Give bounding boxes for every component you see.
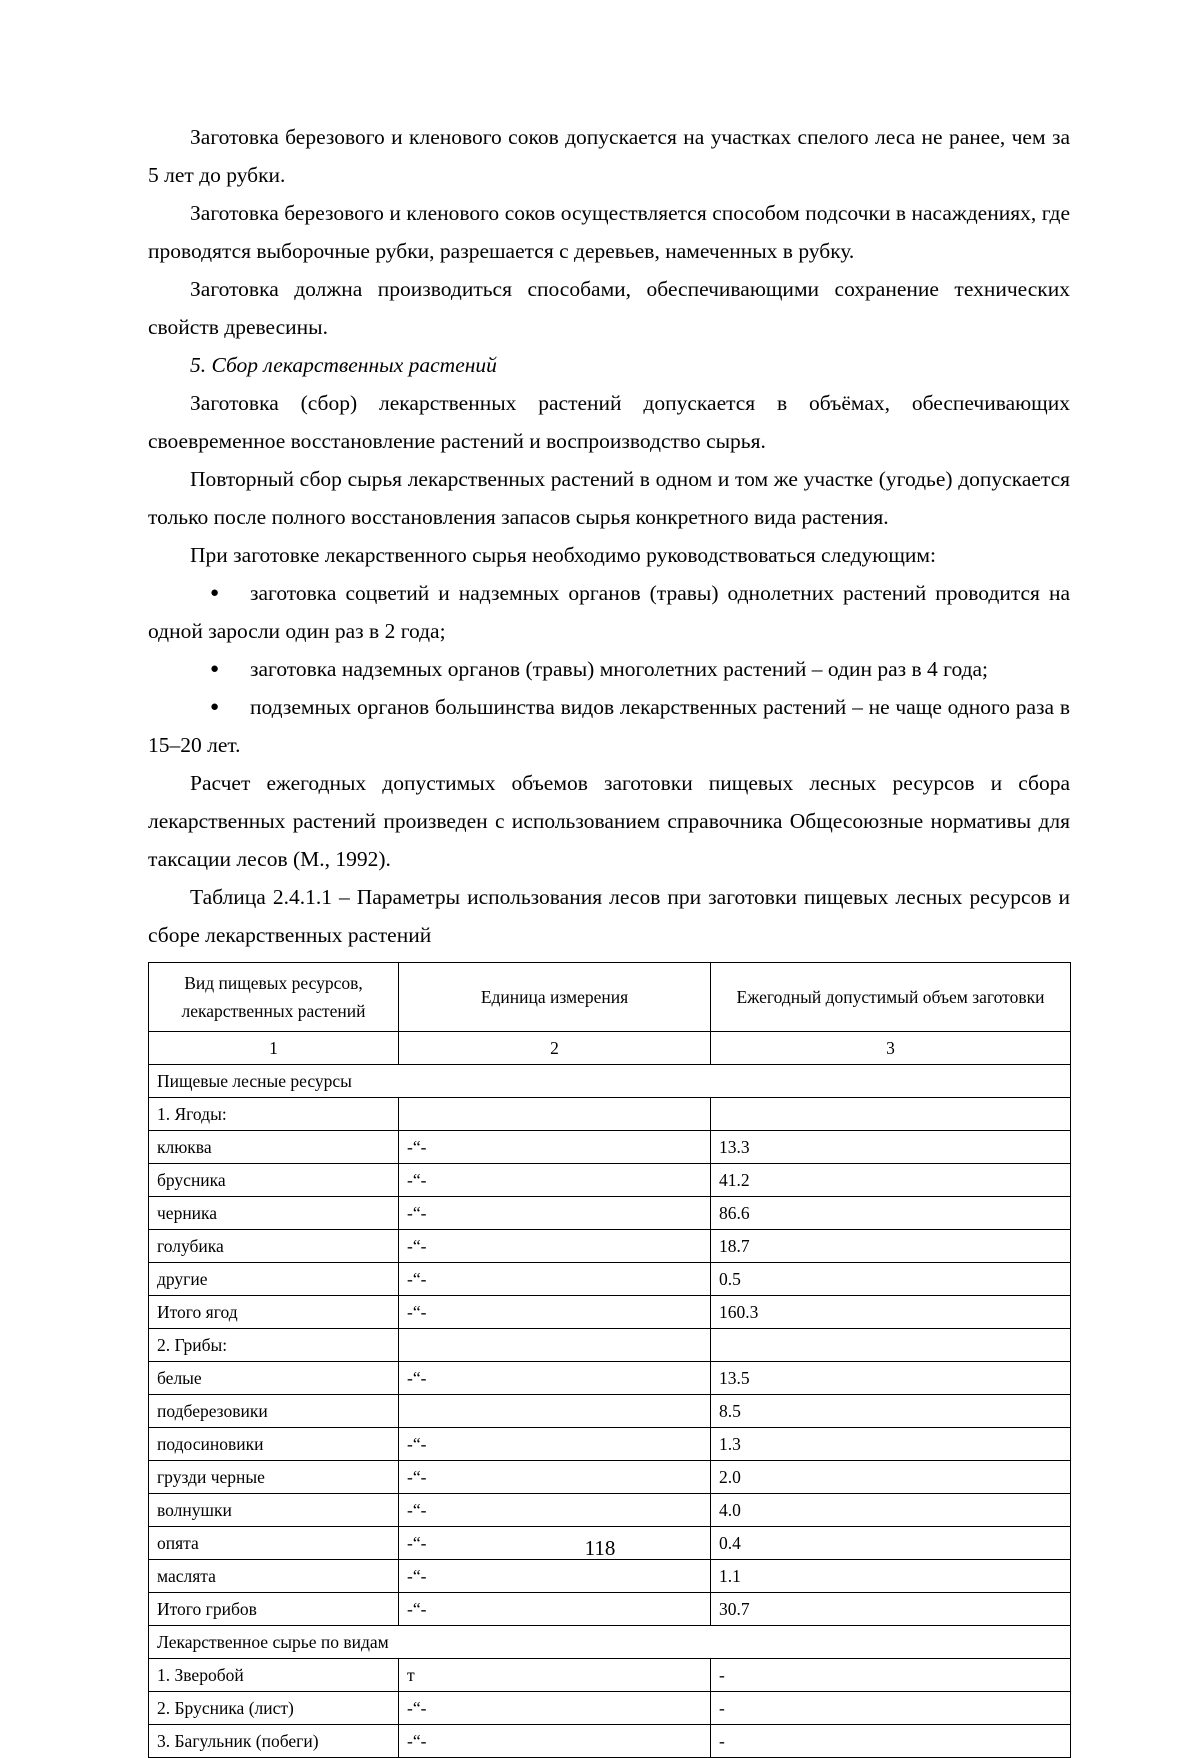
table-row bbox=[149, 1131, 1071, 1164]
bullet-marker-icon: ● bbox=[210, 585, 220, 601]
table-row bbox=[149, 1725, 1071, 1758]
table-cell-annual-volume: 8.5 bbox=[711, 1395, 1071, 1428]
table-cell-annual-volume: - bbox=[711, 1725, 1071, 1758]
table-cell-annual-volume: 86.6 bbox=[711, 1197, 1071, 1230]
table-cell-resource-name: Итого грибов bbox=[149, 1593, 399, 1626]
table-row bbox=[149, 1098, 1071, 1131]
paragraph-guidance-intro: При заготовке лекарственного сырья необходимо руководствоваться следующим: bbox=[190, 543, 936, 567]
paragraph-harvest-wood-properties: Заготовка должна производиться способами, обеспечивающими сохранение технических свойств древесины. bbox=[148, 277, 1070, 339]
table-row bbox=[149, 1296, 1071, 1329]
column-number-1: 1 bbox=[149, 1032, 399, 1065]
table-row bbox=[149, 1329, 1071, 1362]
table-caption: Таблица 2.4.1.1 – Параметры использования лесов при заготовки пищевых лесных ресурсов и сборе лекарственных растений bbox=[148, 885, 1070, 947]
table-cell-annual-volume: 0.4 bbox=[711, 1527, 1071, 1560]
table-header-unit: Единица измерения bbox=[399, 963, 711, 1032]
table-cell-resource-name: подосиновики bbox=[149, 1428, 399, 1461]
table-cell-unit bbox=[399, 1098, 711, 1131]
paragraph-calculation-reference: Расчет ежегодных допустимых объемов заготовки пищевых лесных ресурсов и сбора лекарственных растений произведен с использованием справочника Общесоюзные нормативы для таксации лесов (М., 1992). bbox=[148, 771, 1070, 871]
table-cell-unit bbox=[399, 1395, 711, 1428]
bullet-marker-icon: ● bbox=[210, 699, 220, 715]
bullet-text: подземных органов большинства видов лекарственных растений – не чаще одного раза в 15–20 лет. bbox=[148, 695, 1070, 757]
table-row bbox=[149, 1428, 1071, 1461]
table-cell-annual-volume: 2.0 bbox=[711, 1461, 1071, 1494]
table-cell-annual-volume: 41.2 bbox=[711, 1164, 1071, 1197]
page-content bbox=[148, 118, 1070, 1758]
table-body bbox=[149, 1065, 1071, 1758]
table-cell-unit: -“- bbox=[399, 1197, 711, 1230]
column-number-3: 3 bbox=[711, 1032, 1071, 1065]
table-cell-annual-volume: - bbox=[711, 1692, 1071, 1725]
table-column-number-row bbox=[149, 1032, 1071, 1065]
bullet-item-underground-organs bbox=[148, 688, 1070, 764]
table-row bbox=[149, 1659, 1071, 1692]
paragraph-repeat-collection: Повторный сбор сырья лекарственных растений в одном и том же участке (угодье) допускается только после полного восстановления запасов сырья конкретного вида растения. bbox=[148, 467, 1070, 529]
table-header-resource-type: Вид пищевых ресурсов, лекарственных растений bbox=[149, 963, 399, 1032]
column-number-2: 2 bbox=[399, 1032, 711, 1065]
table-cell-resource-name: 1. Зверобой bbox=[149, 1659, 399, 1692]
table-row bbox=[149, 1626, 1071, 1659]
table-cell-unit: -“- bbox=[399, 1131, 711, 1164]
table-cell-annual-volume: 13.3 bbox=[711, 1131, 1071, 1164]
table-cell-unit: -“- bbox=[399, 1494, 711, 1527]
table-cell-resource-name: 1. Ягоды: bbox=[149, 1098, 399, 1131]
table-cell-unit: -“- bbox=[399, 1230, 711, 1263]
table-header-annual-volume: Ежегодный допустимый объем заготовки bbox=[711, 963, 1071, 1032]
paragraph-medicinal-volumes: Заготовка (сбор) лекарственных растений допускается в объёмах, обеспечивающих своевременное восстановление растений и воспроизводство сырья. bbox=[148, 391, 1070, 453]
table-cell-unit: -“- bbox=[399, 1692, 711, 1725]
bullet-item-annual-plants bbox=[148, 574, 1070, 650]
table-row bbox=[149, 1197, 1071, 1230]
table-cell-annual-volume: 13.5 bbox=[711, 1362, 1071, 1395]
table-header-row bbox=[149, 963, 1071, 1032]
table-section-header: Лекарственное сырье по видам bbox=[149, 1626, 1071, 1659]
table-cell-unit: -“- bbox=[399, 1164, 711, 1197]
table-cell-unit: -“- bbox=[399, 1263, 711, 1296]
table-cell-annual-volume: 4.0 bbox=[711, 1494, 1071, 1527]
paragraph-sap-harvest-timing: Заготовка березового и кленового соков допускается на участках спелого леса не ранее, чем за 5 лет до рубки. bbox=[148, 125, 1070, 187]
table-row bbox=[149, 1230, 1071, 1263]
table-cell-resource-name: маслята bbox=[149, 1560, 399, 1593]
table-cell-annual-volume: - bbox=[711, 1659, 1071, 1692]
bullet-text: заготовка соцветий и надземных органов (травы) однолетних растений проводится на одной заросли один раз в 2 года; bbox=[148, 581, 1070, 643]
forest-resources-table bbox=[148, 962, 1071, 1758]
table-cell-resource-name: белые bbox=[149, 1362, 399, 1395]
section-heading-medicinal-plants: 5. Сбор лекарственных растений bbox=[190, 353, 497, 377]
table-cell-unit: -“- bbox=[399, 1593, 711, 1626]
table-row bbox=[149, 1494, 1071, 1527]
table-cell-unit: -“- bbox=[399, 1527, 711, 1560]
bullet-text: заготовка надземных органов (травы) многолетних растений – один раз в 4 года; bbox=[250, 657, 989, 681]
table-cell-resource-name: Итого ягод bbox=[149, 1296, 399, 1329]
table-cell-resource-name: грузди черные bbox=[149, 1461, 399, 1494]
table-cell-unit: -“- bbox=[399, 1461, 711, 1494]
table-section-header: Пищевые лесные ресурсы bbox=[149, 1065, 1071, 1098]
page-number: 118 bbox=[584, 1536, 616, 1560]
table-cell-annual-volume: 1.3 bbox=[711, 1428, 1071, 1461]
table-cell-resource-name: голубика bbox=[149, 1230, 399, 1263]
table-cell-resource-name: другие bbox=[149, 1263, 399, 1296]
table-head bbox=[149, 963, 1071, 1065]
table-row bbox=[149, 1164, 1071, 1197]
bullet-item-perennial-plants bbox=[148, 650, 1070, 688]
table-cell-resource-name: 3. Багульник (побеги) bbox=[149, 1725, 399, 1758]
table-row bbox=[149, 1263, 1071, 1296]
table-cell-unit: т bbox=[399, 1659, 711, 1692]
table-cell-unit: -“- bbox=[399, 1296, 711, 1329]
table-cell-annual-volume: 1.1 bbox=[711, 1560, 1071, 1593]
table-cell-resource-name: подберезовики bbox=[149, 1395, 399, 1428]
table-row bbox=[149, 1593, 1071, 1626]
table-cell-resource-name: черника bbox=[149, 1197, 399, 1230]
table-cell-unit: -“- bbox=[399, 1725, 711, 1758]
table-row bbox=[149, 1362, 1071, 1395]
table-cell-annual-volume: 30.7 bbox=[711, 1593, 1071, 1626]
bullet-marker-icon: ● bbox=[210, 661, 220, 677]
table-cell-annual-volume bbox=[711, 1329, 1071, 1362]
table-cell-resource-name: 2. Брусника (лист) bbox=[149, 1692, 399, 1725]
table-cell-unit bbox=[399, 1329, 711, 1362]
table-row bbox=[149, 1560, 1071, 1593]
table-cell-unit: -“- bbox=[399, 1428, 711, 1461]
table-cell-resource-name: опята bbox=[149, 1527, 399, 1560]
table-cell-resource-name: брусника bbox=[149, 1164, 399, 1197]
table-row bbox=[149, 1692, 1071, 1725]
table-cell-annual-volume: 0.5 bbox=[711, 1263, 1071, 1296]
table-row bbox=[149, 1461, 1071, 1494]
table-cell-resource-name: волнушки bbox=[149, 1494, 399, 1527]
table-row bbox=[149, 1065, 1071, 1098]
table-cell-annual-volume bbox=[711, 1098, 1071, 1131]
table-cell-unit: -“- bbox=[399, 1362, 711, 1395]
table-cell-resource-name: клюква bbox=[149, 1131, 399, 1164]
table-cell-annual-volume: 18.7 bbox=[711, 1230, 1071, 1263]
table-row bbox=[149, 1395, 1071, 1428]
table-cell-resource-name: 2. Грибы: bbox=[149, 1329, 399, 1362]
paragraph-sap-harvest-method: Заготовка березового и кленового соков осуществляется способом подсочки в насаждениях, где проводятся выборочные рубки, разрешается с деревьев, намеченных в рубку. bbox=[148, 201, 1070, 263]
table-cell-unit: -“- bbox=[399, 1560, 711, 1593]
table-cell-annual-volume: 160.3 bbox=[711, 1296, 1071, 1329]
